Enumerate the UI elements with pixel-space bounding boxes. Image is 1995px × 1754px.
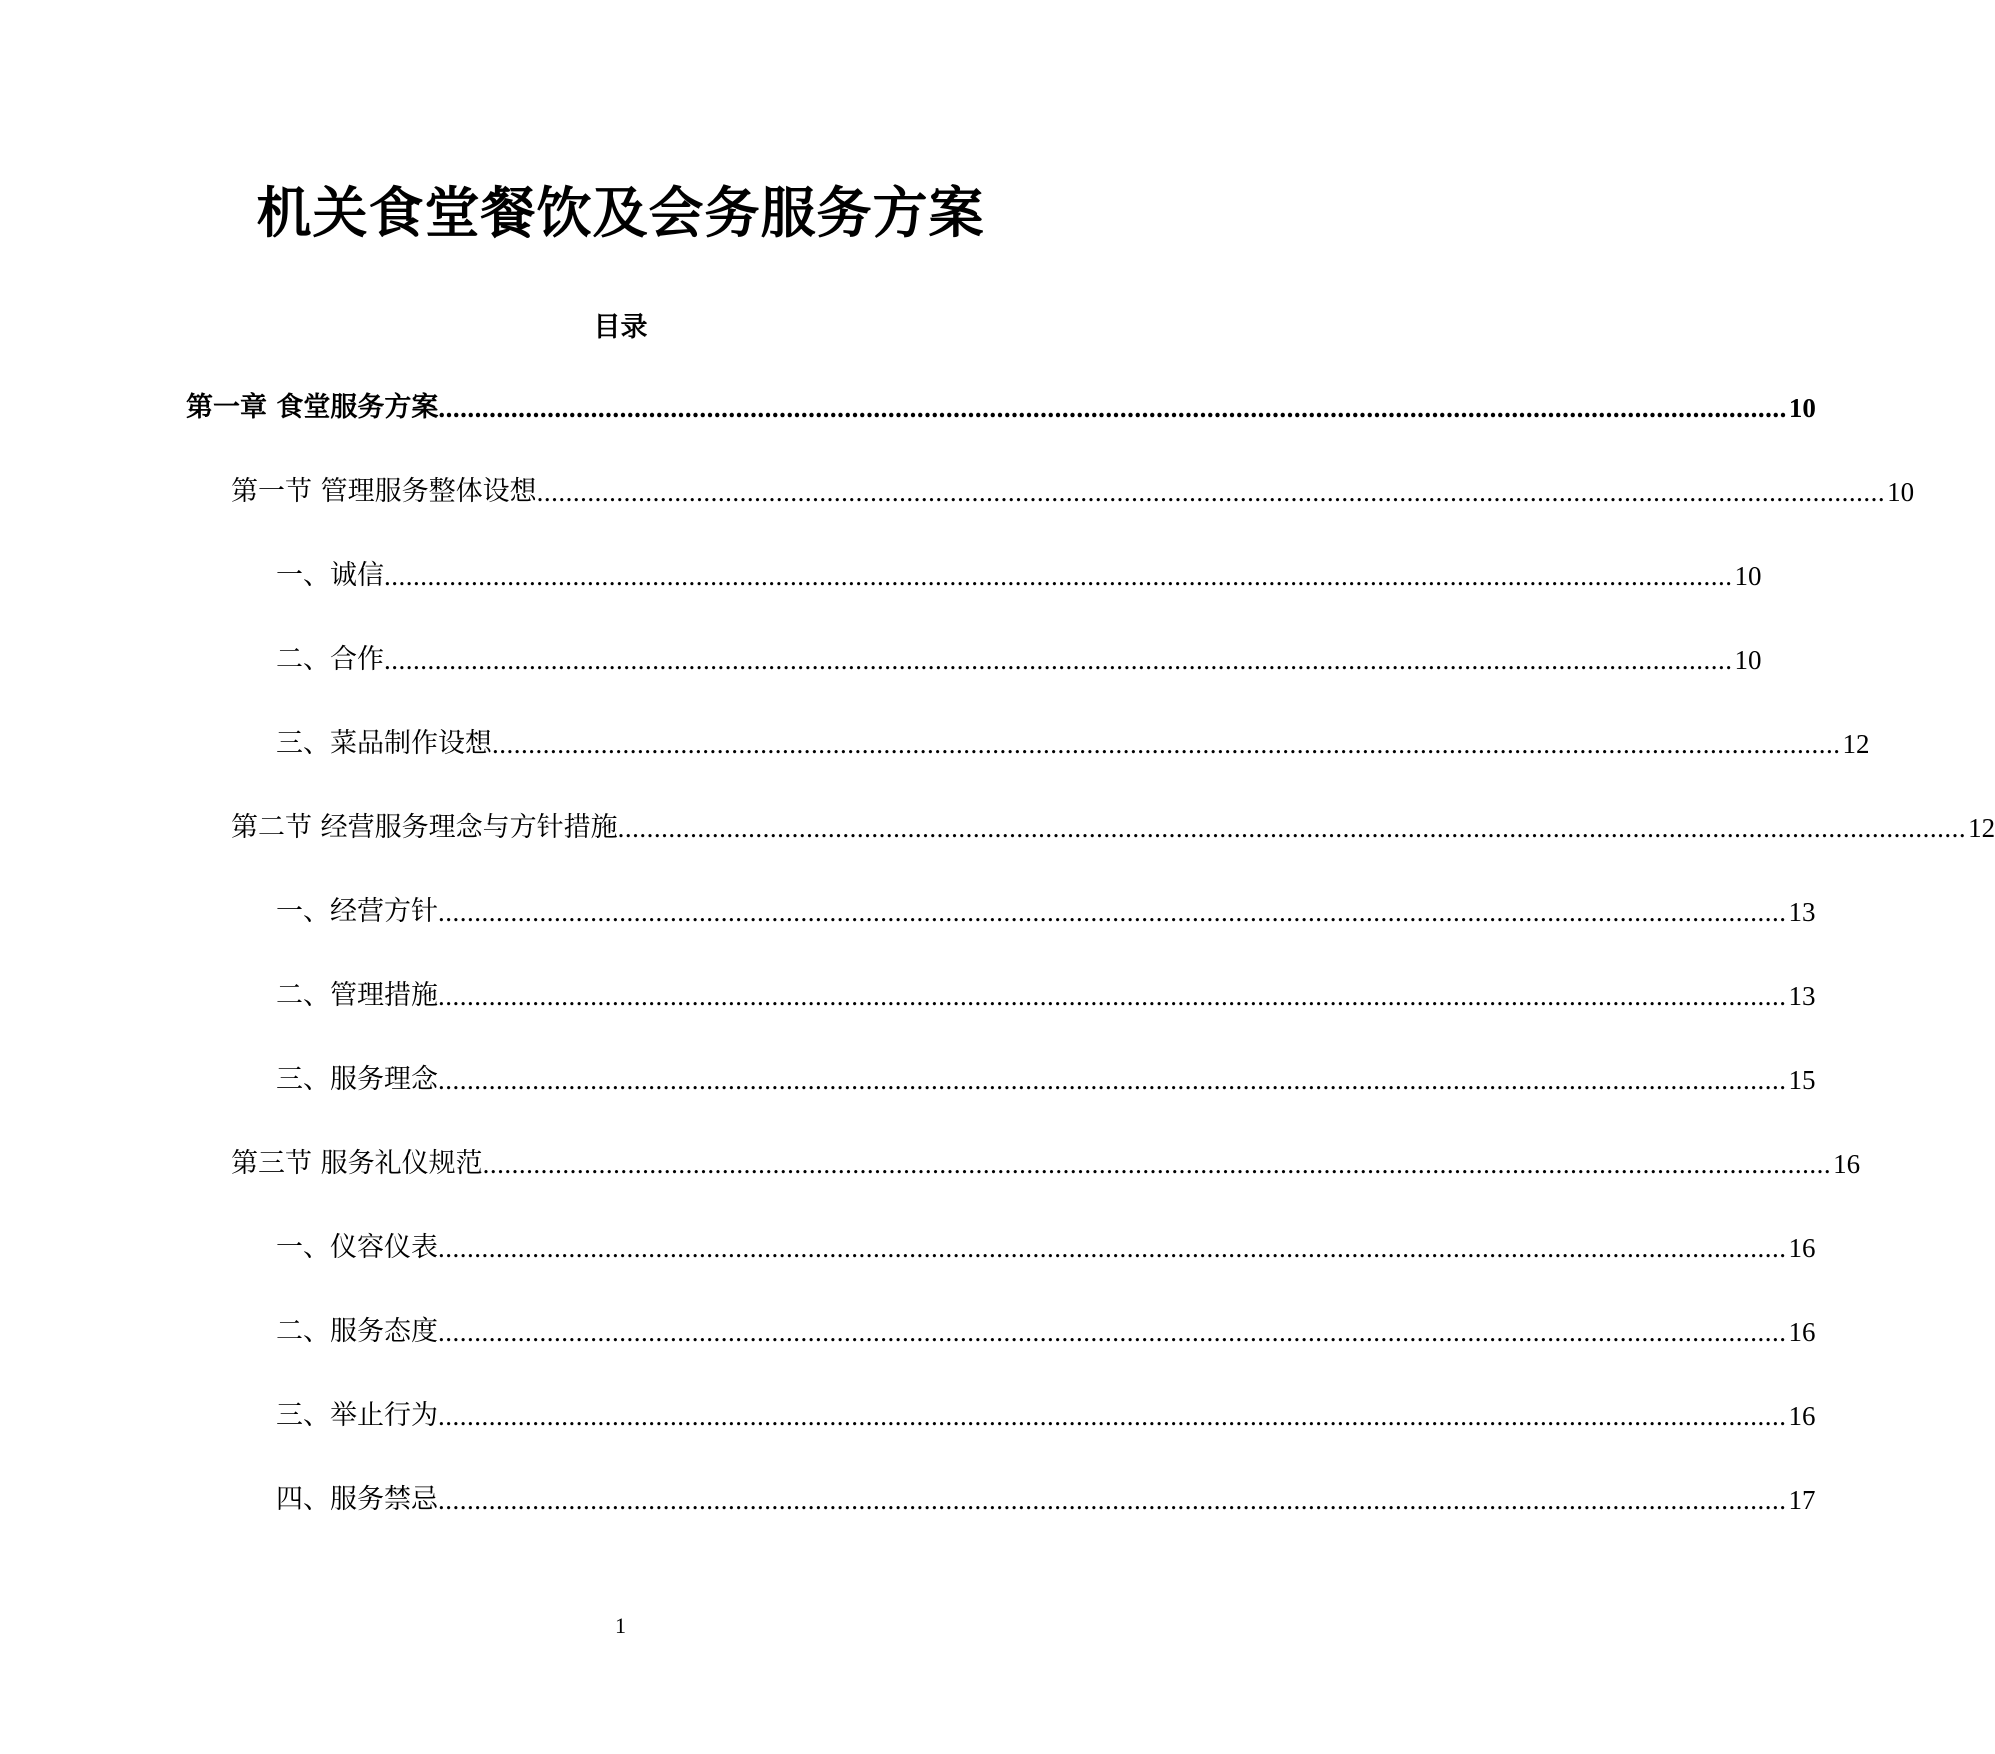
dot-leader: .......................................................................................................................................................................................... [492,729,1841,759]
page-number: 1 [615,1613,626,1638]
toc-entry-label: 四、服务禁忌 [276,1484,438,1515]
dot-leader: .......................................................................................................................................................................................... [384,561,1733,591]
toc-entry-label: 二、合作 [276,644,384,675]
toc-entry-page: 16 [1788,1317,1816,1347]
toc-entry-item[interactable] [276,890,1816,930]
toc-entry-page: 15 [1788,1065,1816,1095]
toc-entry-page: 10 [1734,645,1762,675]
document-title: 机关食堂餐饮及会务服务方案 [256,181,985,245]
toc-entry-page: 16 [1788,1233,1816,1263]
dot-leader: .......................................................................................................................................................................................... [438,1485,1787,1515]
toc-entry-label: 第一章 食堂服务方案 [186,392,439,423]
toc-heading: 目录 [593,312,648,343]
toc-entry-page: 10 [1788,393,1816,423]
dot-leader: .......................................................................................................................................................................................... [536,477,1886,507]
toc-entry-page: 16 [1788,1401,1816,1431]
toc-entry-label: 一、诚信 [276,560,384,591]
toc-entry-item[interactable] [276,1478,1816,1518]
toc-entry-page: 12 [1842,729,1870,759]
toc-entry-section-2[interactable] [231,806,1995,846]
toc-entry-label: 二、管理措施 [276,980,438,1011]
toc-entry-item[interactable] [276,722,1870,762]
toc-entry-label: 三、举止行为 [276,1400,438,1431]
toc-entry-item[interactable] [276,974,1816,1014]
toc-entry-label: 第三节 服务礼仪规范 [231,1148,483,1179]
toc-entry-item[interactable] [276,1394,1816,1434]
toc-entry-page: 10 [1734,561,1762,591]
toc-entry-label: 第二节 经营服务理念与方针措施 [231,812,618,843]
dot-leader: .......................................................................................................................................................................................... [438,1233,1787,1263]
toc-entry-section-1[interactable] [231,470,1915,510]
dot-leader: .......................................................................................................................................................................................... [384,645,1733,675]
dot-leader: .......................................................................................................................................................................................... [438,393,1787,423]
dot-leader: .......................................................................................................................................................................................... [438,897,1787,927]
toc-entry-label: 三、菜品制作设想 [276,728,492,759]
toc-entry-item[interactable] [276,1310,1816,1350]
dot-leader: .......................................................................................................................................................................................... [438,1317,1787,1347]
toc-entry-page: 16 [1833,1149,1861,1179]
toc-entry-item[interactable] [276,1226,1816,1266]
toc-entry-section-3[interactable] [231,1142,1861,1182]
toc-entry-label: 二、服务态度 [276,1316,438,1347]
toc-entry-item[interactable] [276,1058,1816,1098]
toc-entry-label: 第一节 管理服务整体设想 [231,476,537,507]
dot-leader: .......................................................................................................................................................................................... [482,1149,1832,1179]
dot-leader: .......................................................................................................................................................................................... [438,1065,1787,1095]
dot-leader: .......................................................................................................................................................................................... [438,1401,1787,1431]
toc-entry-chapter-1[interactable] [186,386,1816,426]
toc-entry-item[interactable] [276,638,1762,678]
toc-entry-label: 一、经营方针 [276,896,438,927]
dot-leader: .......................................................................................................................................................................................... [617,813,1967,843]
dot-leader: .......................................................................................................................................................................................... [438,981,1787,1011]
toc-entry-page: 17 [1788,1485,1816,1515]
toc-entry-label: 一、仪容仪表 [276,1232,438,1263]
toc-entry-page: 13 [1788,897,1816,927]
toc-entry-page: 12 [1968,813,1995,843]
toc-entry-page: 13 [1788,981,1816,1011]
toc-entry-page: 10 [1887,477,1915,507]
toc-entry-item[interactable] [276,554,1762,594]
toc-entry-label: 三、服务理念 [276,1064,438,1095]
